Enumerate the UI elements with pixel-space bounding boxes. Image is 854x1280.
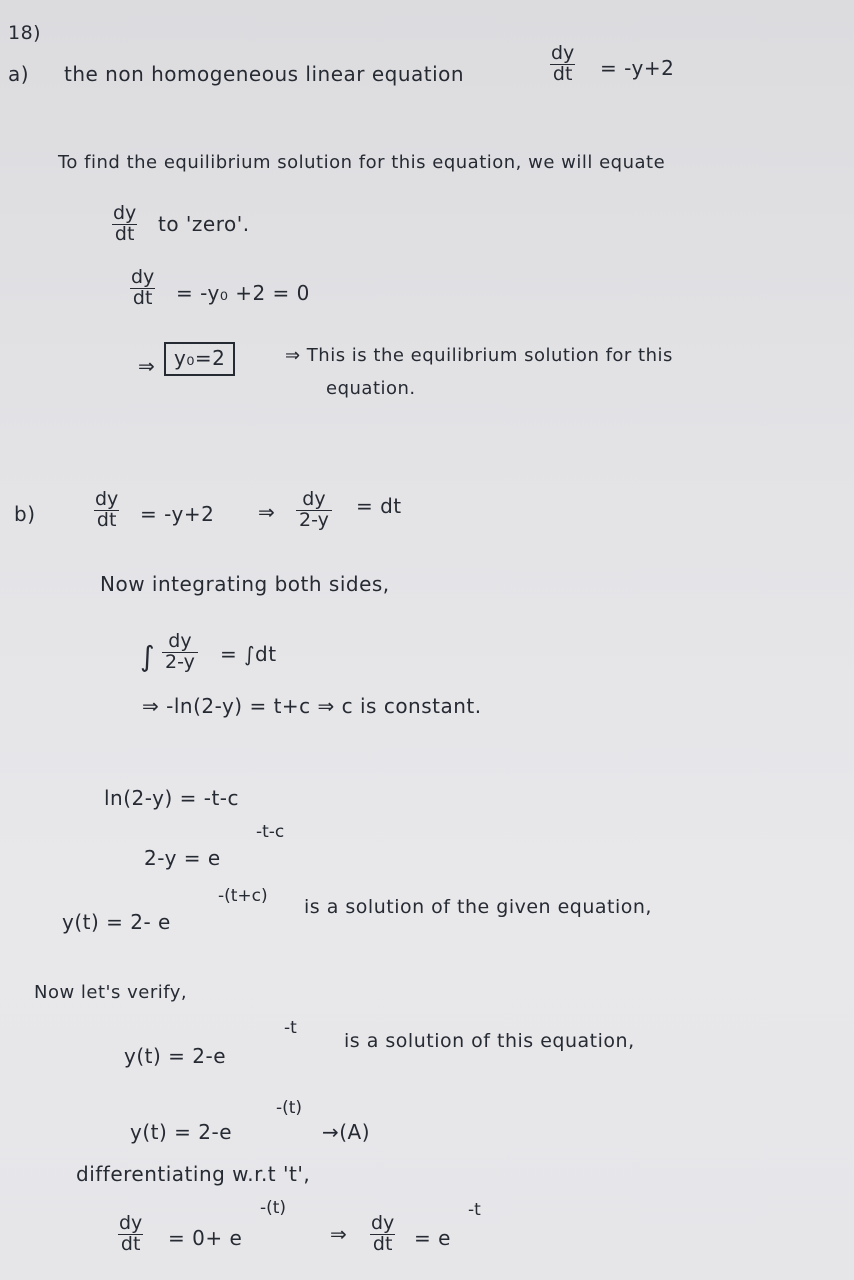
fraction-denominator: dt [94,510,120,531]
line4-fraction [128,268,157,309]
part-a-label: a) [8,62,30,86]
equilibrium-intro: To find the equilibrium solution for this equation, we will equate [58,152,666,173]
fraction-denominator: 2-y [162,652,198,673]
eq1-rhs: = -y+2 [140,502,215,526]
integral-left: ∫ [140,640,156,673]
verify-statement: is a solution of this equation, [344,1030,635,1052]
verify-superscript: -t [284,1018,297,1038]
integral-right: = ∫dt [220,642,277,666]
part-a-intro: the non homogeneous linear equation [64,62,465,86]
integrating-text: Now integrating both sides, [100,572,390,596]
equation-fraction [548,44,577,85]
fraction-numerator: dy [131,266,155,288]
derivative-arrow: ⇒ [330,1222,348,1246]
ln-line-2: ln(2-y) = -t-c [104,786,240,810]
fraction-numerator: dy [95,488,119,510]
eq1-fraction [92,490,121,531]
part-b-label: b) [14,502,36,526]
ya-tag: →(A) [322,1120,371,1144]
line3-text: to 'zero'. [158,212,250,236]
ya-superscript: -(t) [276,1098,303,1118]
eq1-arrow: ⇒ [258,500,276,524]
fraction-denominator: dt [550,64,576,85]
fraction-numerator: dy [168,630,192,652]
eq2-rhs: = dt [356,494,402,518]
derivative-fraction [116,1214,145,1255]
solution-text: is a solution of the given equation, [304,896,652,918]
fraction-denominator: dt [130,288,156,309]
fraction-numerator: dy [371,1212,395,1234]
ln-line: ⇒ -ln(2-y) = t+c ⇒ c is constant. [142,694,482,718]
fraction-denominator: 2-y [296,510,332,531]
derivative-mid: = 0+ e [168,1226,243,1250]
solution-lhs: y(t) = 2- e [62,910,171,934]
exp-lhs: 2-y = e [144,846,221,870]
fraction-denominator: dt [118,1234,144,1255]
fraction-numerator: dy [302,488,326,510]
equilibrium-cont: equation. [326,378,416,399]
equilibrium-statement: ⇒ This is the equilibrium solution for this [285,345,673,366]
line3-fraction [110,204,139,245]
derivative2-superscript: -t [468,1200,481,1220]
eq2-fraction [296,490,332,531]
integral-fraction [162,632,198,673]
ya-lhs: y(t) = 2-e [130,1120,233,1144]
derivative-superscript: -(t) [260,1198,287,1218]
fraction-numerator: dy [113,202,137,224]
boxed-equilibrium [164,342,235,376]
derivative2-fraction [368,1214,397,1255]
fraction-numerator: dy [119,1212,143,1234]
verify-text: Now let's verify, [34,982,188,1003]
fraction-denominator: dt [112,224,138,245]
exp-superscript: -t-c [256,822,285,842]
problem-number: 18) [8,22,42,44]
differentiating-text: differentiating w.r.t 't', [76,1162,311,1186]
implies-arrow: ⇒ [138,354,156,378]
verify-lhs: y(t) = 2-e [124,1044,227,1068]
equation-rhs: = -y+2 [600,56,675,80]
solution-superscript: -(t+c) [218,886,268,906]
derivative2-rhs: = e [414,1226,451,1250]
boxed-value: y₀=2 [174,346,226,370]
fraction-denominator: dt [370,1234,396,1255]
fraction-numerator: dy [551,42,575,64]
line4-rhs: = -y₀ +2 = 0 [176,281,310,305]
